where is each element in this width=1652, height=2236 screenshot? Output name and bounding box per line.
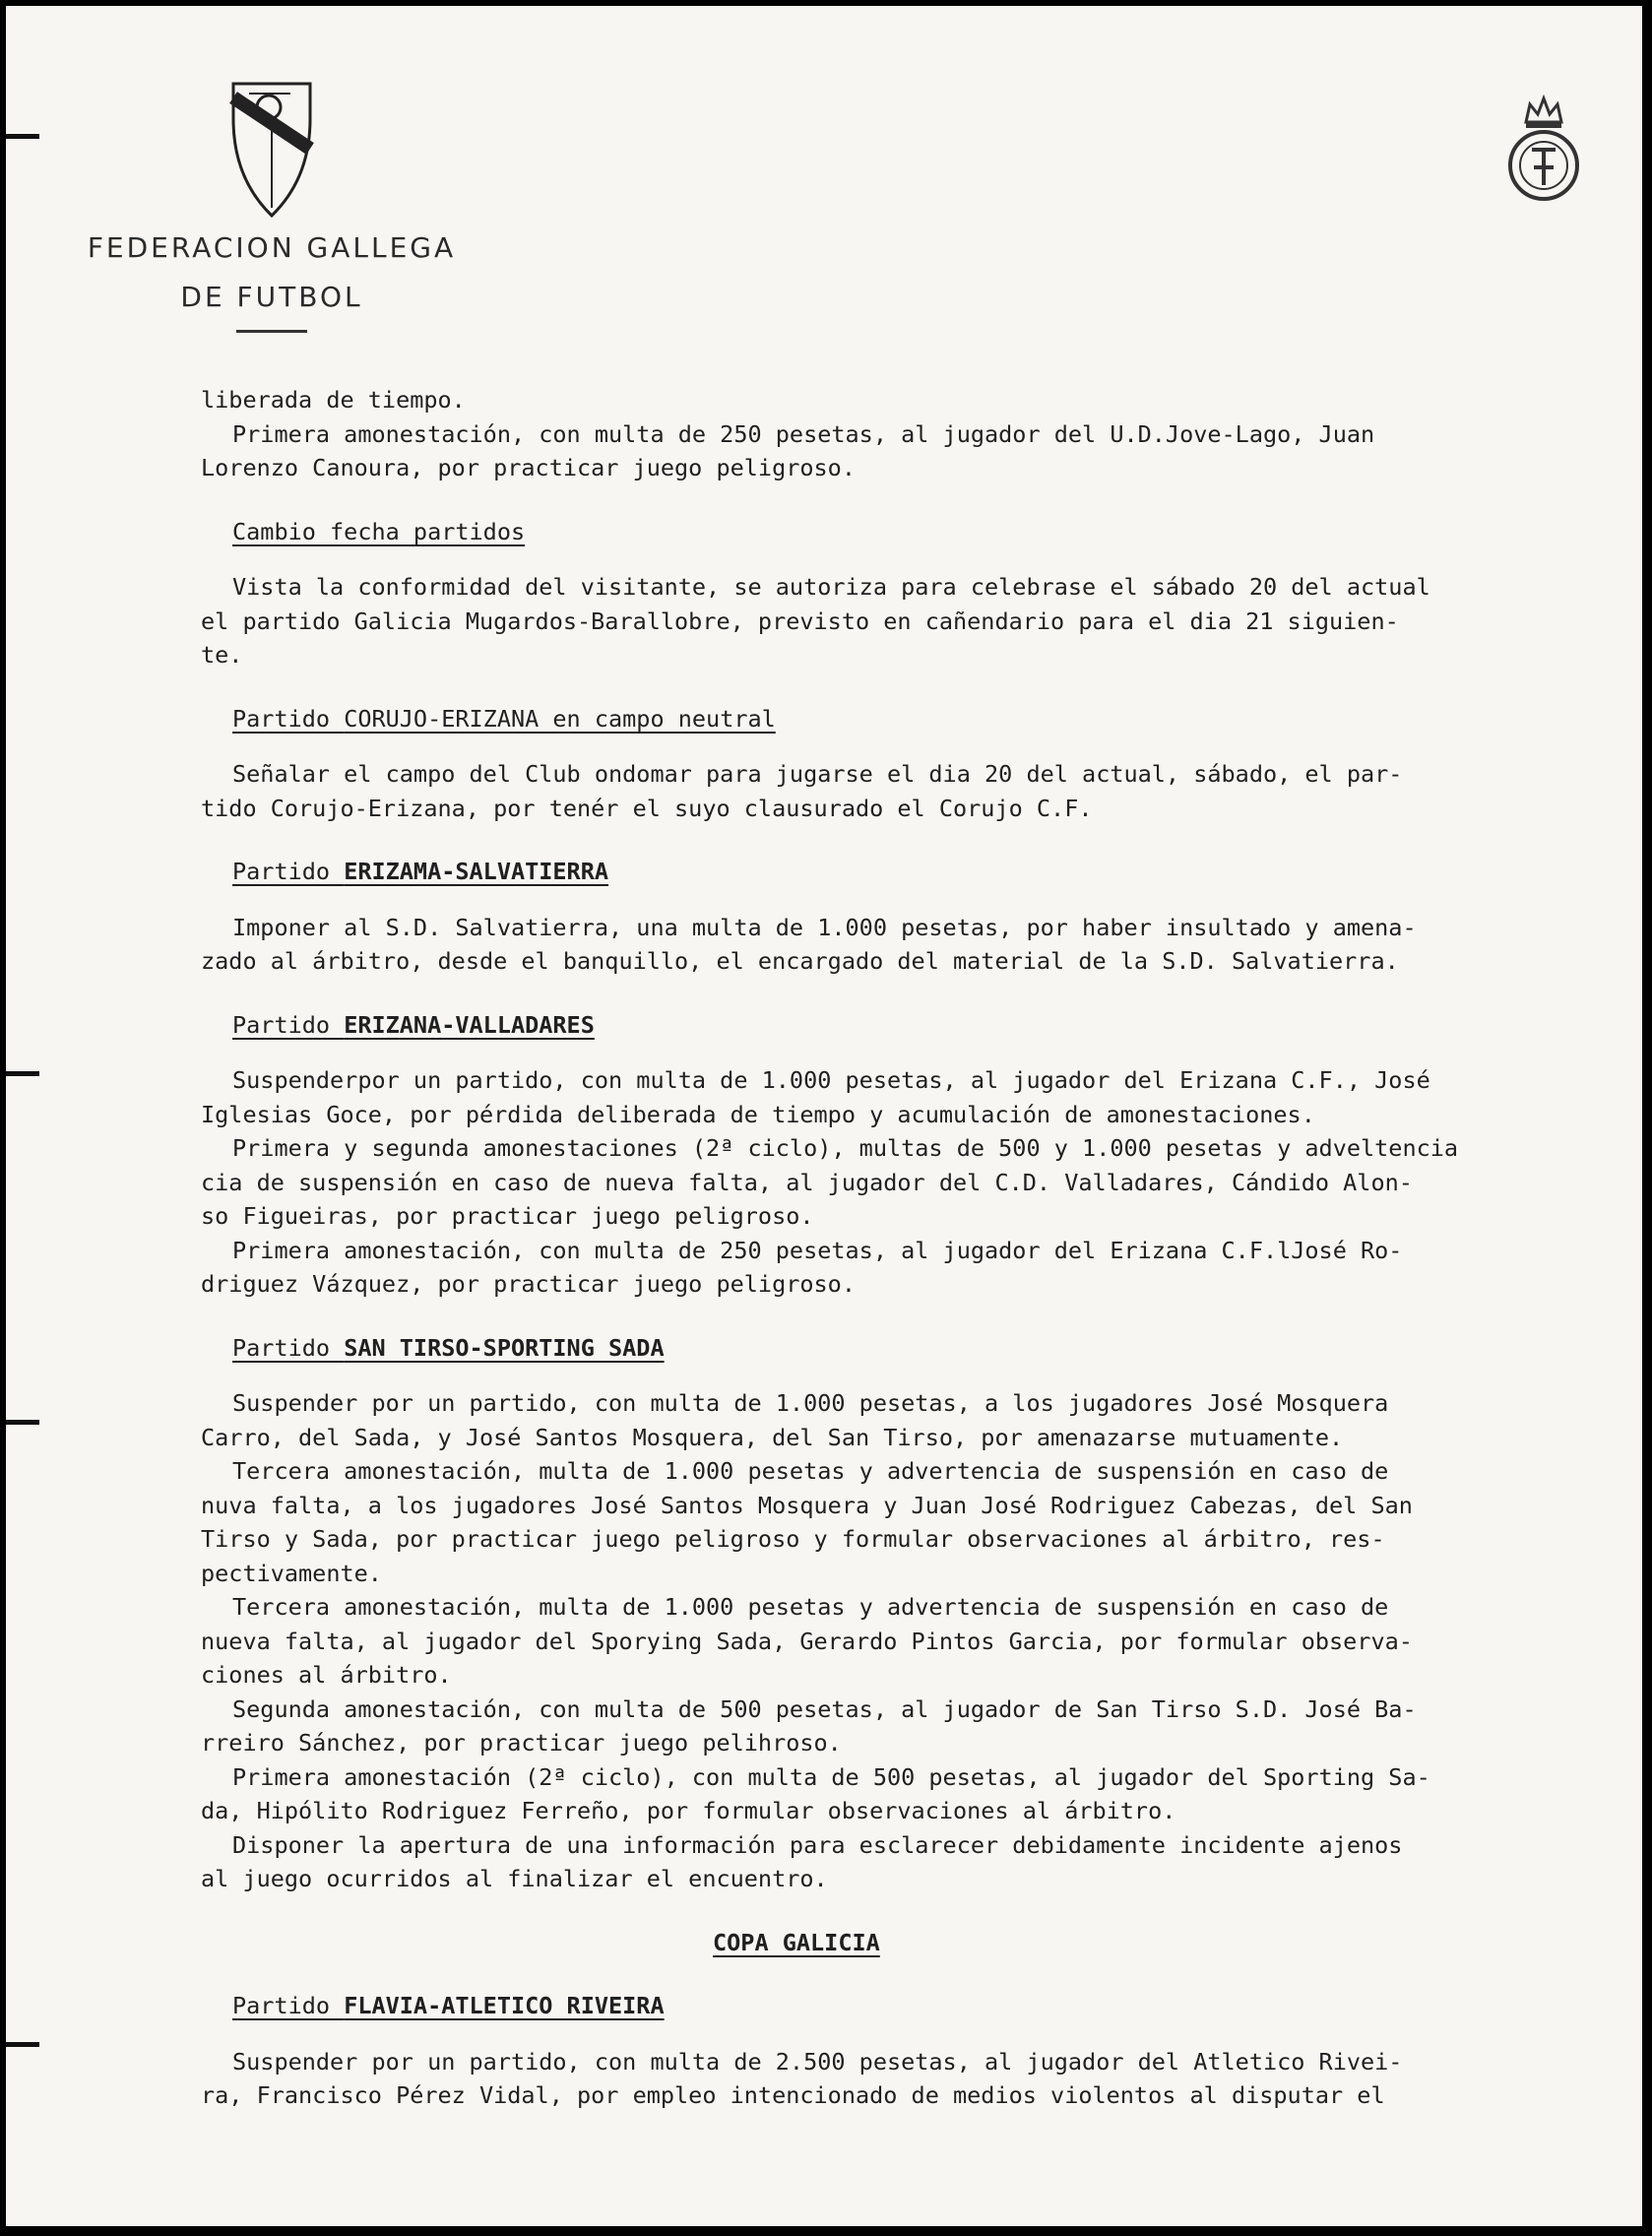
paragraph-line: el partido Galicia Mugardos-Barallobre, previsto en cañendario para el dia 21 siguien- xyxy=(201,607,1399,635)
paragraph-line: Primera amonestación (2ª ciclo), con multa de 500 pesetas, al jugador del Sporting Sa- xyxy=(232,1762,1430,1791)
document-body xyxy=(201,383,1642,2113)
intro-line: Primera amonestación, con multa de 250 pesetas, al jugador del U.D.Jove-Lago, Juan xyxy=(232,419,1375,448)
section-heading: Partido ERIZANA-VALLADARES xyxy=(232,1010,595,1039)
paragraph-line: Suspender por un partido, con multa de 2.500 pesetas, al jugador del Atletico Rivei- xyxy=(232,2047,1403,2076)
section-heading: Partido SAN TIRSO-SPORTING SADA xyxy=(232,1333,665,1362)
paragraph-line: nuva falta, a los jugadores José Santos Mosquera y Juan José Rodriguez Cabezas, del San xyxy=(201,1491,1413,1519)
crowned-emblem-icon xyxy=(1504,93,1583,203)
margin-mark xyxy=(6,1420,39,1425)
paragraph-line: Imponer al S.D. Salvatierra, una multa de 1.000 pesetas, por haber insultado y amena- xyxy=(232,913,1417,941)
paragraph-line: rreiro Sánchez, por practicar juego pelihroso. xyxy=(201,1729,842,1757)
paragraph-line: Señalar el campo del Club ondomar para jugarse el dia 20 del actual, sábado, el par- xyxy=(232,760,1403,788)
paragraph-line: Tirso y Sada, por practicar juego peligroso y formular observaciones al árbitro, res- xyxy=(201,1525,1385,1553)
paragraph-line: al juego ocurridos al finalizar el encuentro. xyxy=(201,1865,828,1892)
margin-mark xyxy=(6,134,39,139)
paragraph-line: Iglesias Goce, por pérdida deliberada de tiempo y acumulación de amonestaciones. xyxy=(201,1100,1315,1128)
paragraph-line: Suspenderpor un partido, con multa de 1.000 pesetas, al jugador del Erizana C.F., José xyxy=(232,1066,1430,1094)
margin-mark xyxy=(6,2042,39,2047)
paragraph-line: driguez Vázquez, por practicar juego peligroso. xyxy=(201,1270,856,1298)
paragraph-line: Primera amonestación, con multa de 250 pesetas, al jugador del Erizana C.F.lJosé Ro- xyxy=(232,1236,1403,1264)
federation-letterhead xyxy=(65,80,478,333)
paragraph-line: Tercera amonestación, multa de 1.000 pesetas y advertencia de suspensión en caso de xyxy=(232,1593,1389,1621)
paragraph-line: zado al árbitro, desde el banquillo, el encargado del material de la S.D. Salvatierra. xyxy=(201,947,1399,975)
section-heading: Partido ERIZAMA-SALVATIERRA xyxy=(232,858,609,885)
federation-name-line2: DE FUTBOL xyxy=(180,281,363,313)
paragraph-line: ciones al árbitro. xyxy=(201,1661,452,1689)
federation-name-line1: FEDERACION GALLEGA xyxy=(87,231,457,264)
paragraph-line: te. xyxy=(201,641,243,669)
intro-line: Lorenzo Canoura, por practicar juego peligroso. xyxy=(201,454,856,481)
paragraph-line: pectivamente. xyxy=(201,1559,382,1587)
document-page xyxy=(6,6,1642,2226)
federation-shield-icon xyxy=(229,80,314,218)
paragraph-line: ra, Francisco Pérez Vidal, por empleo intencionado de medios violentos al disputar el xyxy=(201,2081,1385,2109)
divider xyxy=(236,330,307,333)
section-heading: Partido CORUJO-ERIZANA en campo neutral xyxy=(232,704,776,733)
intro-line: liberada de tiempo. xyxy=(201,386,466,414)
paragraph-line: nueva falta, al jugador del Sporying Sada, Gerardo Pintos Garcia, por formular observa- xyxy=(201,1627,1413,1655)
copa-galicia-heading: COPA GALICIA xyxy=(713,1928,880,1956)
paragraph-line: Vista la conformidad del visitante, se autoriza para celebrase el sábado 20 del actual xyxy=(232,573,1430,601)
margin-mark xyxy=(6,1071,39,1076)
paragraph-line: cia de suspensión en caso de nueva falta, al jugador del C.D. Valladares, Cándido Alon- xyxy=(201,1168,1413,1196)
paragraph-line: Tercera amonestación, multa de 1.000 pesetas y advertencia de suspensión en caso de xyxy=(232,1457,1389,1485)
paragraph-line: so Figueiras, por practicar juego peligroso. xyxy=(201,1202,814,1230)
paragraph-line: Carro, del Sada, y José Santos Mosquera, del San Tirso, por amenazarse mutuamente. xyxy=(201,1423,1344,1451)
paragraph-line: Suspender por un partido, con multa de 1.000 pesetas, a los jugadores José Mosquera xyxy=(232,1389,1389,1417)
paragraph-line: da, Hipólito Rodriguez Ferreño, por formular observaciones al árbitro. xyxy=(201,1797,1176,1824)
section-heading: Cambio fecha partidos xyxy=(232,517,526,545)
paragraph-line: tido Corujo-Erizana, por tenér el suyo clausurado el Corujo C.F. xyxy=(201,794,1093,822)
paragraph-line: Disponer la apertura de una información para esclarecer debidamente incidente ajenos xyxy=(232,1830,1403,1859)
paragraph-line: Segunda amonestación, con multa de 500 pesetas, al jugador de San Tirso S.D. José Ba- xyxy=(232,1694,1417,1723)
paragraph-line: Primera y segunda amonestaciones (2ª ciclo), multas de 500 y 1.000 pesetas y adveltencia xyxy=(232,1134,1459,1162)
section-heading: Partido FLAVIA-ATLETICO RIVEIRA xyxy=(232,1992,665,2019)
